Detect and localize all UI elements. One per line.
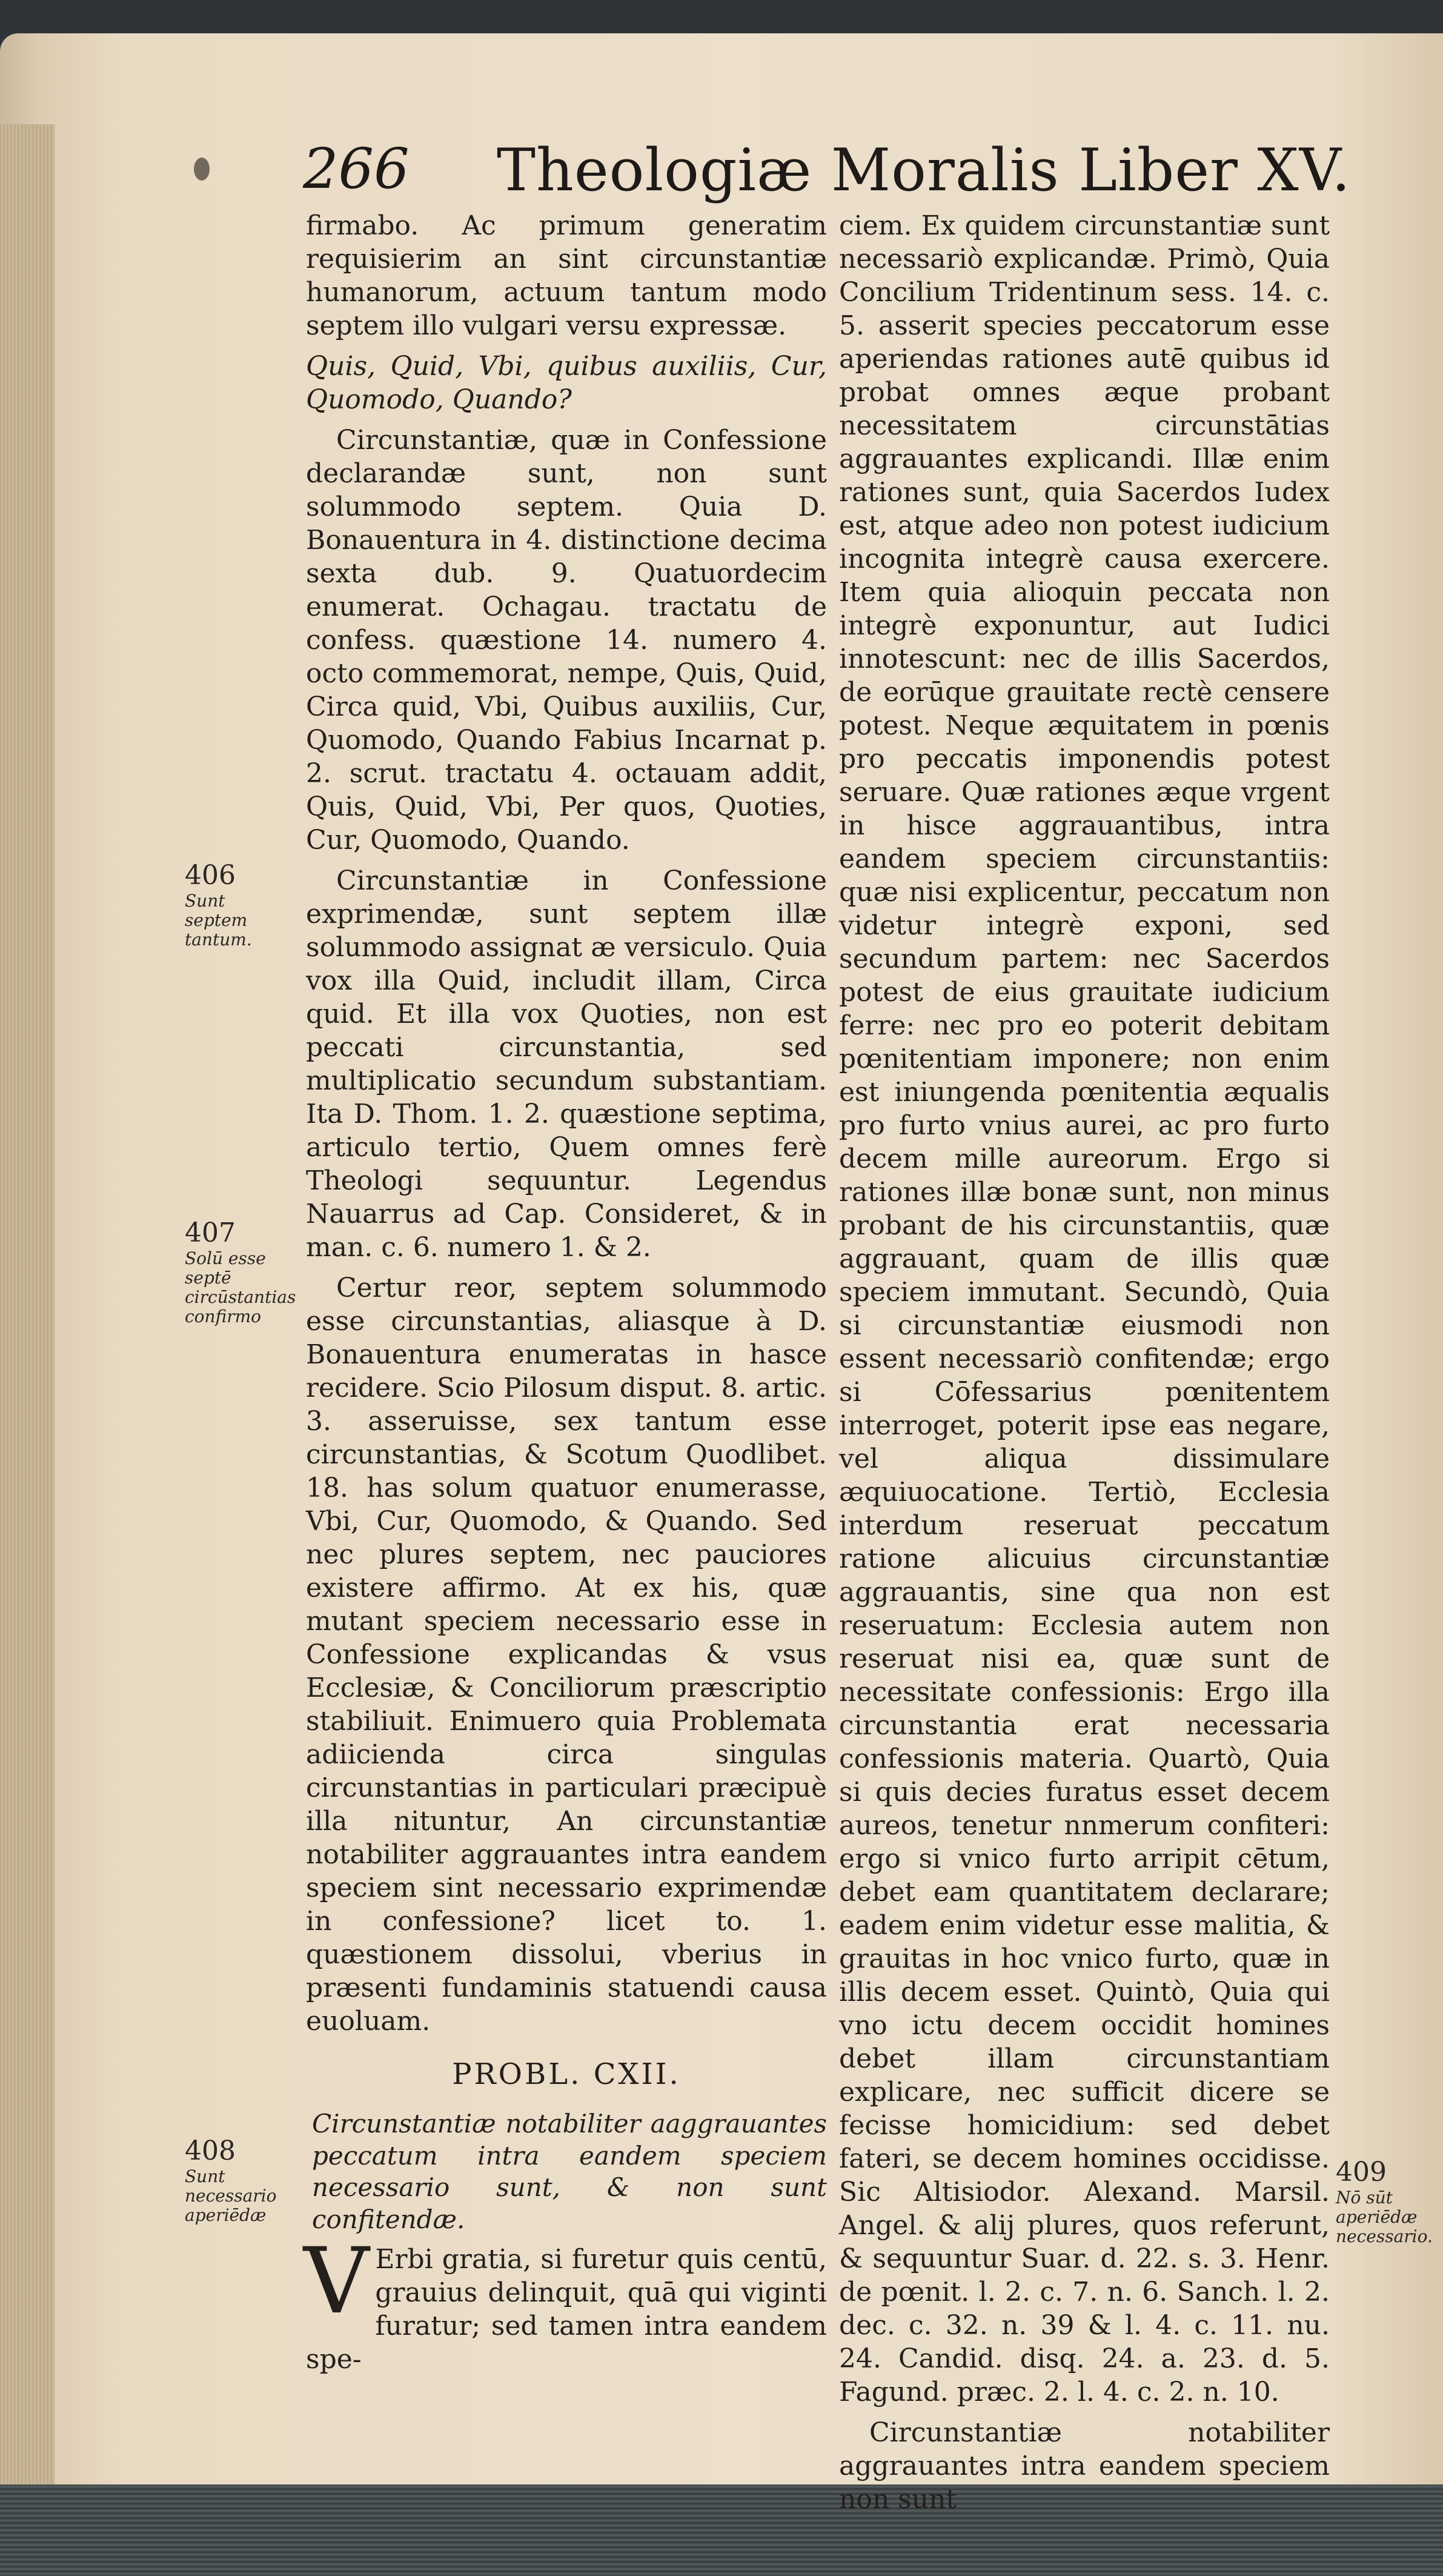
ink-stain	[194, 158, 210, 181]
left-column	[304, 209, 827, 2375]
right-paragraph-2: Circunstantiæ notabiliter aggrauantes intra eandem speciem non sunt	[839, 2417, 1330, 2515]
left-paragraph-3: Circunstantiæ in Confessione exprimendæ, sunt septem illæ solummodo assignat æ versiculo. Quia vox illa Quid, includit illam, Circa quid. Et illa vox Quoties, non est peccati circunstantia, sed multiplicatio secundum substantiam. Ita D. Thom. 1. 2. quæstione septima, articulo tertio, Quem omnes ferè Theologi sequuntur. Legendus Nauarrus ad Cap. Consideret, & in man. c. 6. numero 1. & 2.	[306, 865, 827, 1263]
page-edges-left	[0, 124, 55, 2518]
margin-note-406	[185, 860, 288, 950]
left-paragraph-5-text: Erbi gratia, si furetur quis centū, grauius delinquit, quā qui viginti furatur; sed tamen intra eandem spe-	[306, 2244, 827, 2375]
left-paragraph-1: firmabo. Ac primum generatim requisierim an sint circunstantiæ humanorum, actuum tantum modo septem illo vulgari versu expressæ.	[306, 210, 827, 341]
margin-note-409	[1336, 2157, 1436, 2246]
drop-cap: V	[304, 2229, 370, 2334]
margin-note-number: 409	[1336, 2157, 1387, 2188]
margin-note-408	[185, 2136, 288, 2225]
problem-statement: Circunstantiæ notabiliter aaggrauantes peccatum intra eandem speciem necessario sunt, & non sunt confitendæ.	[312, 2109, 827, 2234]
page-header	[303, 136, 1351, 215]
right-paragraph-1: ciem. Ex quidem circunstantiæ sunt necessariò explicandæ. Primò, Quia Concilium Tridentinum sess. 14. c. 5. asserit species peccatorum esse aperiendas rationes autē quibus id probat omnes æque probant necessitatem circunstātias aggrauantes explicandi. Illæ enim rationes sunt, quia Sacerdos Iudex est, atque adeo non potest iudicium incognita integrè causa exercere. Item quia alioquin peccata non integrè exponuntur, aut Iudici innotescunt: nec de illis Sacerdos, de eorūque grauitate rectè censere potest. Neque æquitatem in pœnis pro peccatis imponendis potest seruare. Quæ rationes æque vrgent in hisce aggrauantibus, intra eandem speciem circunstantiis: quæ nisi explicentur, peccatum non videtur integrè exponi, sed secundum partem: nec Sacerdos potest de eius grauitate iudicium ferre: nec pro eo poterit debitam pœnitentiam imponere; non enim est iniungenda pœnitentia æqualis pro furto vnius aurei, ac pro furto decem mille aureorum. Ergo si rationes illæ bonæ sunt, non minus probant de his circunstantiis, quæ aggrauant, quam de illis quæ speciem immutant. Secundò, Quia si circunstantiæ eiusmodi non essent necessariò confitendæ; ergo si Cōfessarius pœnitentem interroget, poterit ipse eas negare, vel aliqua dissimulare æquiuocatione. Tertiò, Ecclesia interdum reseruat peccatum ratione alicuius circunstantiæ aggrauantis, sine qua non est reseruatum: Ecclesia autem non reseruat nisi ea, quæ sunt de necessitate confessionis: Ergo illa circunstantia erat necessaria confessionis materia. Quartò, Quia si quis decies furatus esset decem aureos, tenetur nnmerum confiteri: ergo si vnico furto arripit cētum, debet eam quantitatem declarare; eadem enim videtur esse malitia, & grauitas in hoc vnico furto, quæ in illis decem esset. Quintò, Quia qui vno ictu decem occidit homines debet illam circunstantiam explicare, nec sufficit dicere se fecisse homicidium: sed debet fateri, se decem homines occidisse. Sic Altisiodor. Alexand. Marsil. Angel. & alij plures, quos referunt, & sequuntur Suar. d. 22. s. 3. Henr. de pœnit. l. 2. c. 7. n. 6. Sanch. l. 2. dec. c. 32. n. 39 & l. 4. c. 11. nu. 24. Candid. disq. 24. a. 23. d. 5. Fagund. præc. 2. l. 4. c. 2. n. 10.	[839, 210, 1330, 2408]
right-column	[839, 209, 1330, 2515]
margin-note-text: Solū esse septē circūstantias confirmo	[185, 1248, 296, 1327]
page-number: 266	[303, 136, 410, 201]
left-paragraph-5	[304, 2229, 827, 2376]
margin-note-407	[185, 1217, 296, 1327]
left-paragraph-4: Certur reor, septem solummodo esse circunstantias, aliasque à D. Bonauentura enumeratas in hasce recidere. Scio Pilosum disput. 8. artic. 3. asseruisse, sex tantum esse circunstantias, & Scotum Quodlibet. 18. has solum quatuor enumerasse, Vbi, Cur, Quomodo, & Quando. Sed nec plures septem, nec pauciores existere affirmo. At ex his, quæ mutant speciem necessario esse in Confessione explicandas & vsus Ecclesiæ, & Conciliorum præscriptio stabiliuit. Enimuero quia Problemata adiicienda circa singulas circunstantias in particulari præcipuè illa nituntur, An circunstantiæ notabiliter aggrauantes intra eandem speciem sint necessario exprimendæ in confessione? licet to. 1. quæstionem dissolui, vberius in præsenti fundaminis statuendi causa euoluam.	[306, 1273, 827, 2037]
running-title: Theologiæ Moralis Liber XV.	[497, 136, 1351, 204]
margin-note-number: 406	[185, 860, 236, 891]
margin-note-text: Sunt necessario aperiēdæ	[185, 2166, 277, 2225]
margin-note-text: Sunt septem tantum.	[185, 890, 252, 950]
mnemonic-verse: Quis, Quid, Vbi, quibus auxiliis, Cur, Quomodo, Quando?	[306, 351, 827, 415]
margin-note-number: 407	[185, 1217, 236, 1248]
left-paragraph-2: Circunstantiæ, quæ in Confessione declarandæ sunt, non sunt solummodo septem. Quia D. Bonauentura in 4. distinctione decima sexta dub. 9. Quatuordecim enumerat. Ochagau. tractatu de confess. quæstione 14. numero 4. octo commemorat, nempe, Quis, Quid, Circa quid, Vbi, Quibus auxiliis, Cur, Quomodo, Quando Fabius Incarnat p. 2. scrut. tractatu 4. octauam addit, Quis, Quid, Vbi, Per quos, Quoties, Cur, Quomodo, Quando.	[306, 425, 827, 856]
margin-note-number: 408	[185, 2135, 236, 2166]
margin-note-text: Nō sūt aperiēdæ necessario.	[1336, 2187, 1433, 2246]
problem-heading: PROBL. CXII.	[452, 2057, 681, 2091]
